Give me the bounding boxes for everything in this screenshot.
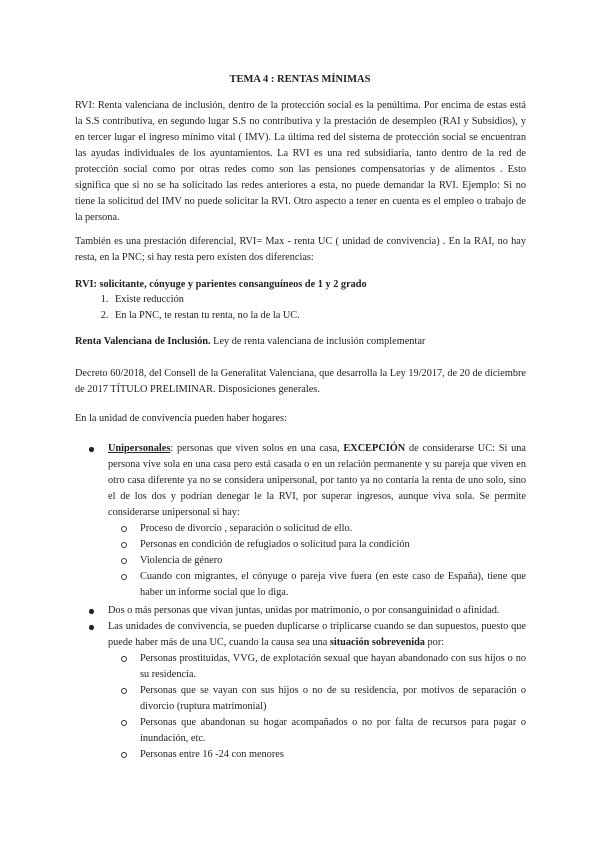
rvi-heading: RVI: solicitante, cónyuge y parientes consanguíneos de 1 y 2 grado xyxy=(75,279,367,290)
list-item: 2. En la PNC, te restan tu renta, no la de la UC. xyxy=(111,308,562,324)
intro-paragraph: RVI: Renta valenciana de inclusión, dentro de la protección social es la penúltima. Por encima de estas está la S.S contributiva, en segundo lugar S.S no contributiva y la prestación de desempleo (RAI y Subsidios), y en tercer lugar el ingreso mínimo vital ( IMV). La última red del sistema de protección social se encuentran las ayudas individuales de los ayuntamientos. La RVI es una red subsidiaria, tanto dentro de la red de protección social como por otras redes como son las pensiones compensatorias y de alimentos . Esto significa que si no se ha solicitado las redes anteriores a esta, no puede demandar la RVI. Ejemplo: Si no tiene la solicitud del IMV no puede solicitar la RVI. Otro aspecto a tener en cuenta es el empleo o trabajo de la persona. xyxy=(75,100,526,223)
list-item: Personas en condición de refugiados o solicitud para la condición xyxy=(108,537,526,553)
unipersonales-label: Unipersonales xyxy=(108,443,171,454)
document-title: TEMA 4 : RENTAS MÍNIMAS xyxy=(229,74,371,85)
households-list-2 xyxy=(75,603,526,763)
law-line xyxy=(75,334,535,350)
households-intro: En la unidad de convivencia pueden haber hogares: xyxy=(75,413,287,424)
duplicate-text-cont: por: xyxy=(424,637,445,648)
list-item: 1. Existe reducción xyxy=(111,292,562,308)
sobrevenida-label: situación sobrevenida xyxy=(329,637,425,648)
duplicate-cases-list xyxy=(108,651,526,763)
list-item: Personas que se vayan con sus hijos o no de su residencia, por motivos de separación o divorcio (ruptura matrimonial) xyxy=(108,683,526,715)
rvi-numbered-list xyxy=(75,292,562,324)
unipersonal-cases-list xyxy=(108,521,526,601)
law-name: Renta Valenciana de Inclusión. xyxy=(75,336,211,347)
list-item: Proceso de divorcio , separación o solicitud de ello. xyxy=(108,521,526,537)
list-item-two-or-more: Dos o más personas que vivan juntas, unidas por matrimonio, o por consanguinidad o afinidad. xyxy=(75,603,526,619)
list-item: Personas prostituidas, VVG, de explotación sexual que hayan abandonado con sus hijos o no su residencia. xyxy=(108,651,526,683)
exception-label: EXCEPCIÓN xyxy=(343,443,406,454)
differential-paragraph: También es una prestación diferencial, RVI= Max - renta UC ( unidad de convivencia) . En la RAI, no hay resta, en la PNC; si hay resta pero existen dos diferencias: xyxy=(75,236,526,263)
list-item-duplicate xyxy=(75,619,526,763)
list-item: Personas que abandonan su hogar acompañados o no por falta de recursos para pagar o inundación, etc. xyxy=(108,715,526,747)
list-item: Personas entre 16 -24 con menores xyxy=(108,747,526,763)
law-description: Ley de renta valenciana de inclusión complementar xyxy=(210,336,426,347)
households-list-1 xyxy=(75,441,526,601)
list-item-unipersonales xyxy=(75,441,526,601)
decree-paragraph: Decreto 60/2018, del Consell de la Generalitat Valenciana, que desarrolla la Ley 19/2017, de 20 de diciembre de 2017 TÍTULO PRELIMINAR. Disposiciones generales. xyxy=(75,368,526,395)
unipersonales-text-cont: de considerarse UC: Si una persona vive sola en una casa pero está casada o en un relación permanente y su pareja que viven en otro casa diferente ya no se considera unipersonal, por tanto ya no contaría la renta de uno solo, sino el de los dos y podrían denegar le la RVI, por superar ingresos, aunque viva sola. Se permite considerarse unipersonal si hay: xyxy=(108,443,526,518)
unipersonales-text: : personas que viven solos en una casa, xyxy=(170,443,344,454)
duplicate-text: Las unidades de convivencia, se pueden duplicarse o triplicarse cuando se dan supuestos, puesto que puede haber más de una UC, cuando la causa sea una xyxy=(108,621,526,648)
list-item: Violencia de género xyxy=(108,553,526,569)
list-item: Cuando con migrantes, el cónyuge o pareja vive fuera (en este caso de España), tiene que haber un informe social que lo diga. xyxy=(108,569,526,601)
